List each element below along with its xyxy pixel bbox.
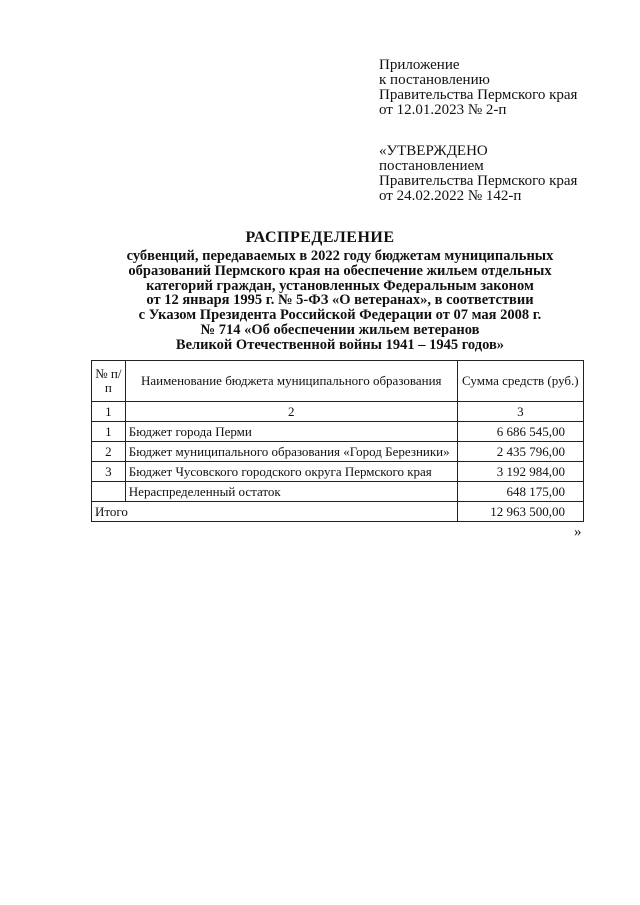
annex-line: Приложение (379, 57, 460, 73)
row-num: 3 (92, 462, 126, 482)
row-sum: 3 192 984,00 (457, 462, 583, 482)
index-cell: 2 (125, 402, 457, 422)
table-row (92, 422, 584, 442)
row-name: Бюджет Чусовского городского округа Пермского края (125, 462, 457, 482)
annex-line: Правительства Пермского края (379, 87, 578, 103)
total-sum: 12 963 500,00 (457, 502, 583, 522)
approved-line: Правительства Пермского края (379, 173, 578, 189)
table-total-row (92, 502, 584, 522)
row-name: Бюджет муниципального образования «Город Березники» (125, 442, 457, 462)
row-num: 2 (92, 442, 126, 462)
subtitle-line: № 714 «Об обеспечении жильем ветеранов (200, 321, 480, 338)
row-num (92, 482, 126, 502)
document-title: РАСПРЕДЕЛЕНИЕ (245, 229, 395, 246)
row-num: 1 (92, 422, 126, 442)
row-sum: 648 175,00 (457, 482, 583, 502)
row-sum: 6 686 545,00 (457, 422, 583, 442)
distribution-table (91, 360, 584, 522)
table-row (92, 482, 584, 502)
subtitle-line: образований Пермского края на обеспечение жильем отдельных (128, 262, 552, 279)
table-row (92, 462, 584, 482)
annex-block (379, 58, 629, 118)
row-name: Бюджет города Перми (125, 422, 457, 442)
header-name: Наименование бюджета муниципального образования (125, 361, 457, 402)
closing-quote: » (574, 524, 582, 540)
header-sum: Сумма средств (руб.) (457, 361, 583, 402)
approved-line: от 24.02.2022 № 142-п (379, 188, 522, 204)
table-row (92, 442, 584, 462)
approved-line: постановлением (379, 158, 484, 174)
annex-line: от 12.01.2023 № 2-п (379, 102, 507, 118)
total-label: Итого (92, 502, 458, 522)
subtitle-line: Великой Отечественной войны 1941 – 1945 годов» (175, 336, 505, 353)
subtitle-line: от 12 января 1995 г. № 5-ФЗ «О ветеранах», в соответствии (146, 292, 534, 309)
table-index-row (92, 402, 584, 422)
subtitle-line: с Указом Президента Российской Федерации от 07 мая 2008 г. (138, 307, 542, 324)
index-cell: 3 (457, 402, 583, 422)
row-name: Нераспределенный остаток (125, 482, 457, 502)
subtitle-line: категорий граждан, установленных Федеральным законом (146, 277, 534, 294)
approved-block (379, 144, 629, 204)
document-subtitle (60, 249, 620, 353)
index-cell: 1 (92, 402, 126, 422)
subtitle-line: субвенций, передаваемых в 2022 году бюджетам муниципальных (126, 248, 554, 264)
annex-line: к постановлению (379, 72, 490, 88)
row-sum: 2 435 796,00 (457, 442, 583, 462)
table-header-row (92, 361, 584, 402)
header-num: № п/п (92, 361, 126, 402)
approved-line: «УТВЕРЖДЕНО (379, 143, 488, 159)
